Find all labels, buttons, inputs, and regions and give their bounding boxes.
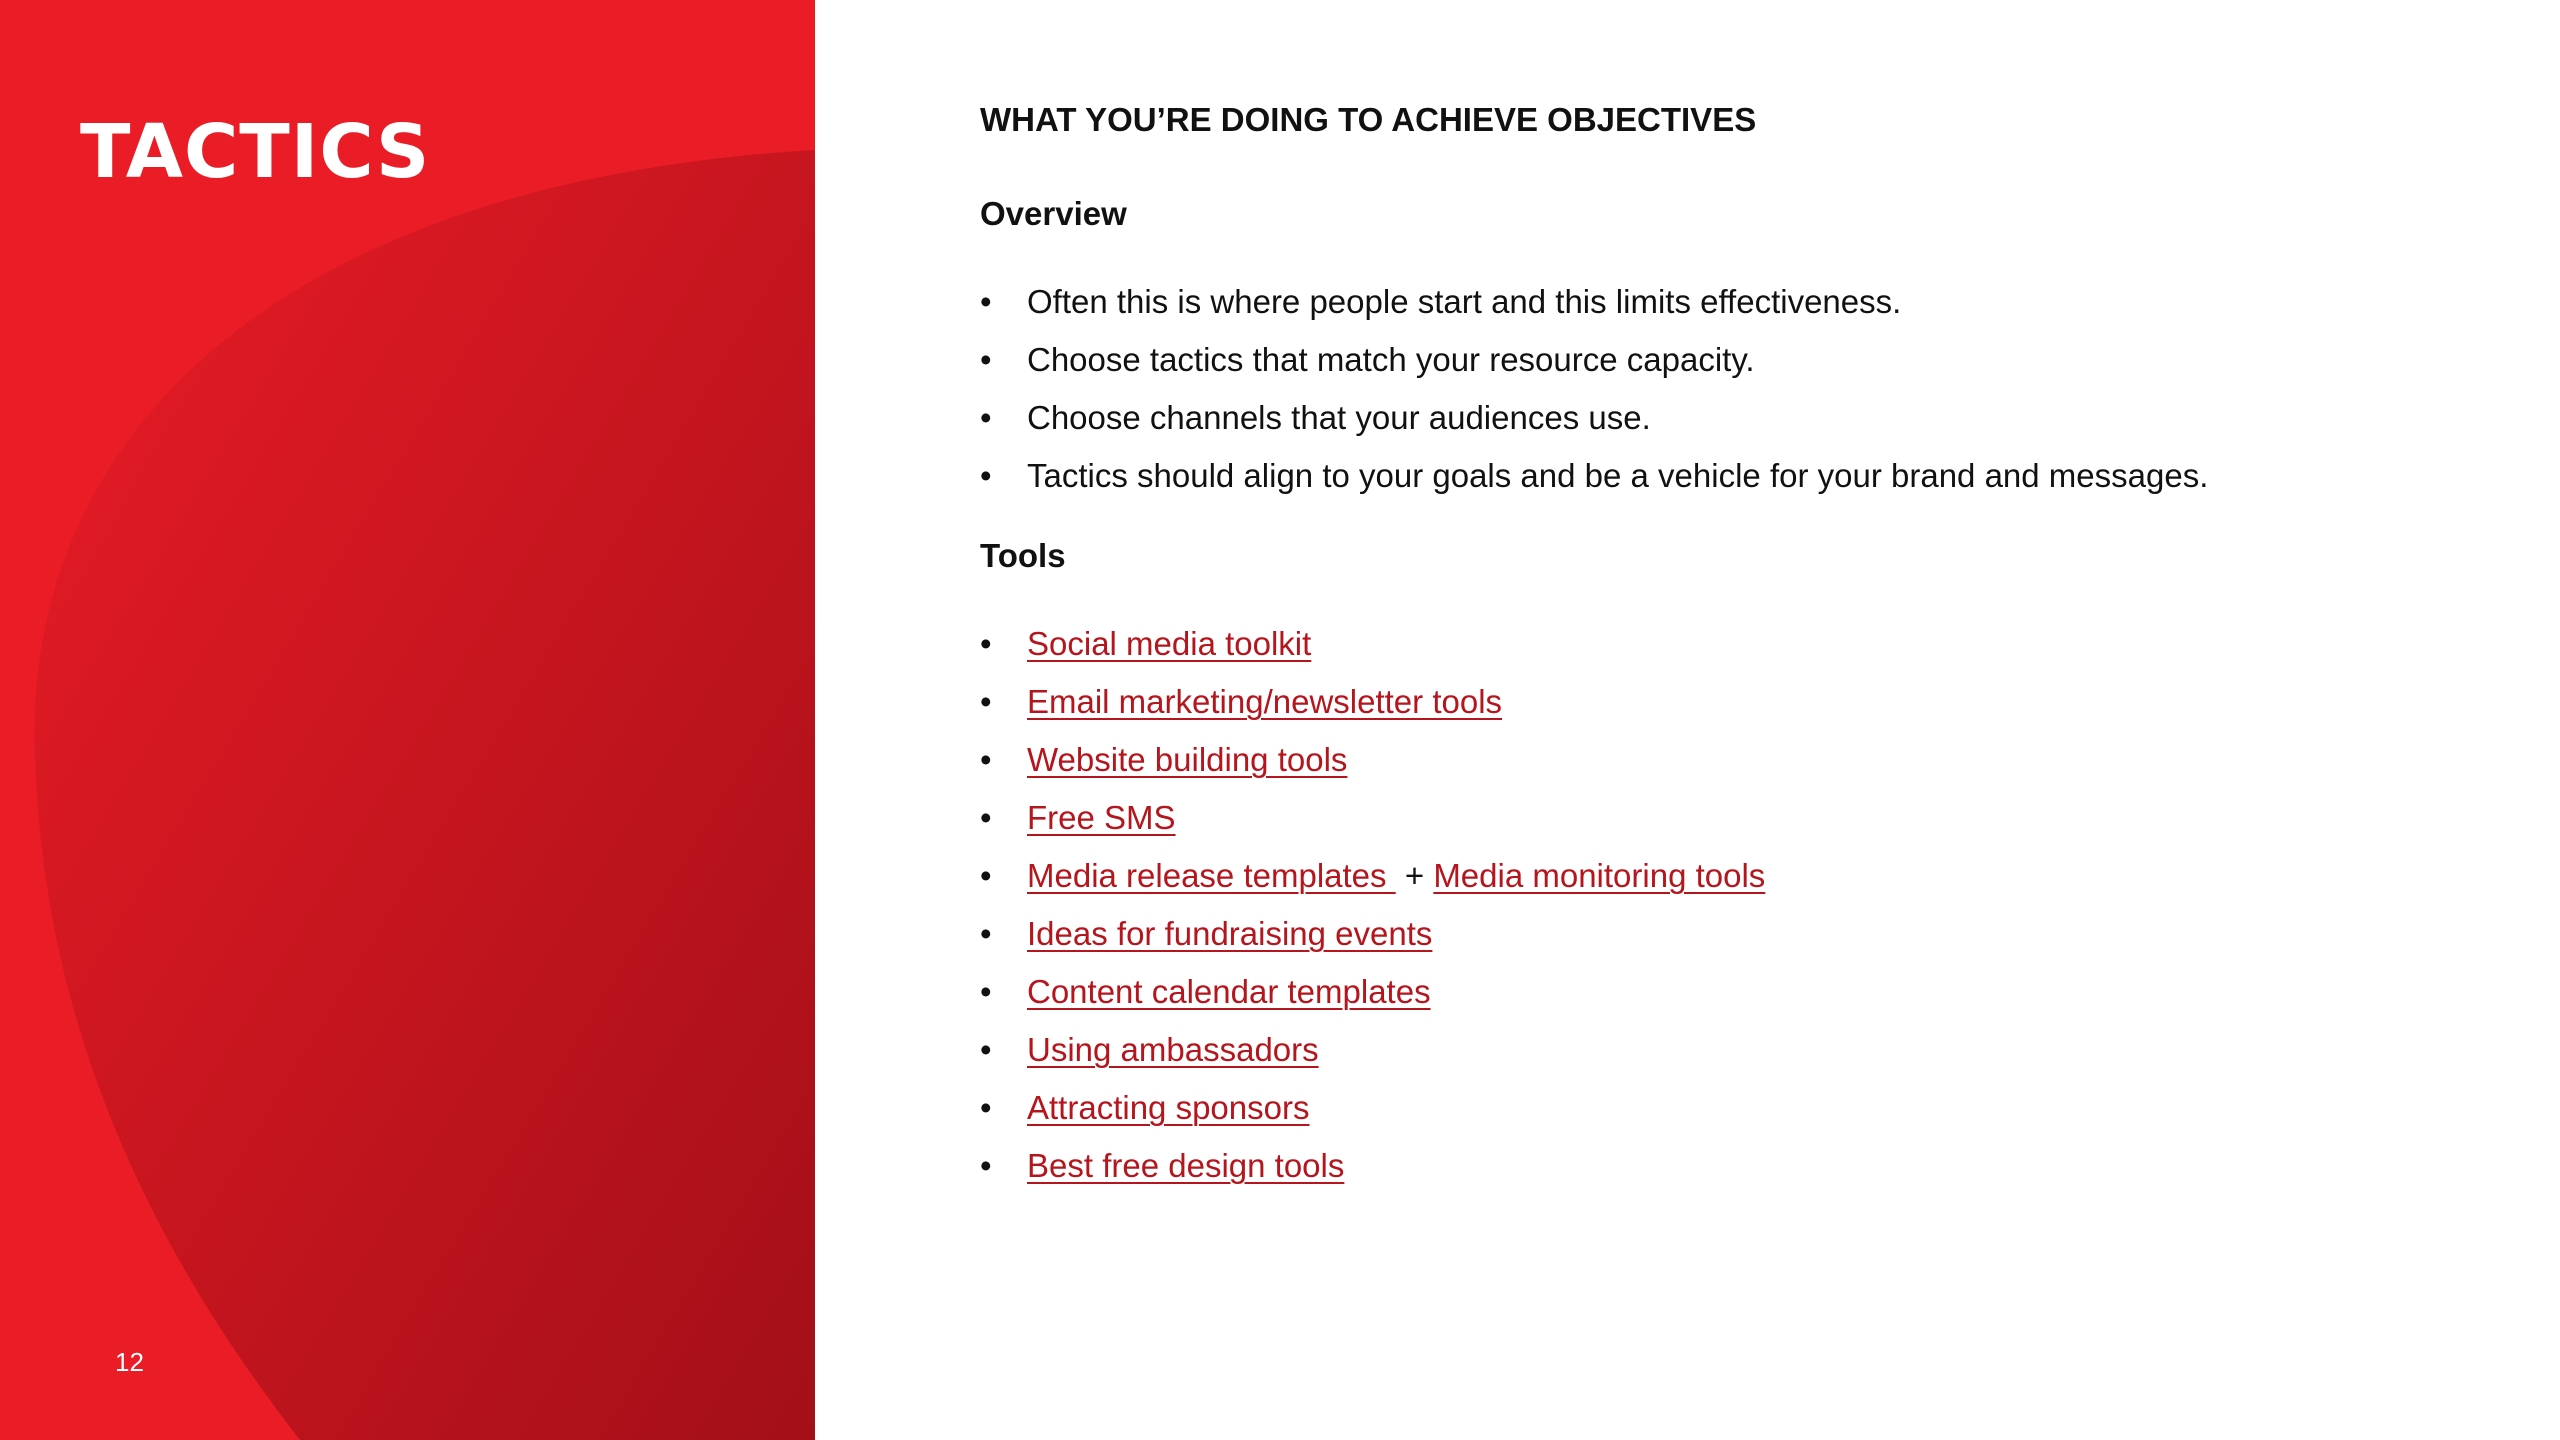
- content-calendar-templates-link[interactable]: Content calendar templates: [1027, 973, 1431, 1010]
- bullet-icon: •: [980, 399, 992, 436]
- media-monitoring-tools-link[interactable]: Media monitoring tools: [1433, 857, 1766, 894]
- overview-title: Overview: [980, 195, 1127, 232]
- content-area: [980, 98, 2480, 1202]
- bullet-icon: •: [980, 1089, 992, 1126]
- left-panel: [0, 0, 815, 1440]
- using-ambassadors-link[interactable]: Using ambassadors: [1027, 1031, 1319, 1068]
- overview-bullet-text: Choose channels that your audiences use.: [1027, 399, 1651, 436]
- tools-title: Tools: [980, 537, 1066, 574]
- bullet-icon: •: [980, 341, 992, 378]
- overview-bullet-text: Often this is where people start and this limits effectiveness.: [1027, 283, 1902, 320]
- bullet-icon: •: [980, 283, 992, 320]
- overview-list: [980, 280, 2480, 498]
- free-design-tools-link[interactable]: Best free design tools: [1027, 1147, 1345, 1184]
- slide-title: TACTICS: [80, 109, 431, 195]
- list-item: [980, 280, 2480, 324]
- section-heading: WHAT YOU’RE DOING TO ACHIEVE OBJECTIVES: [980, 101, 1757, 138]
- bullet-icon: •: [980, 799, 992, 836]
- list-item: [980, 680, 2480, 724]
- bullet-icon: •: [980, 1031, 992, 1068]
- list-item: [980, 622, 2480, 666]
- bullet-icon: •: [980, 915, 992, 952]
- social-media-toolkit-link[interactable]: Social media toolkit: [1027, 625, 1312, 662]
- bullet-icon: •: [980, 457, 992, 494]
- bullet-icon: •: [980, 741, 992, 778]
- website-building-tools-link[interactable]: Website building tools: [1027, 741, 1348, 778]
- overview-bullet-text: Choose tactics that match your resource capacity.: [1027, 341, 1755, 378]
- list-item: [980, 1144, 2480, 1188]
- media-release-templates-link[interactable]: Media release templates: [1027, 857, 1396, 894]
- list-item: [980, 338, 2480, 382]
- slide-number: 12: [115, 1347, 144, 1377]
- fundraising-events-link[interactable]: Ideas for fundraising events: [1027, 915, 1433, 952]
- bullet-icon: •: [980, 857, 992, 894]
- free-sms-link[interactable]: Free SMS: [1027, 799, 1176, 836]
- bullet-icon: •: [980, 1147, 992, 1184]
- bullet-icon: •: [980, 973, 992, 1010]
- list-item: [980, 1086, 2480, 1130]
- attracting-sponsors-link[interactable]: Attracting sponsors: [1027, 1089, 1310, 1126]
- list-item: [980, 796, 2480, 840]
- tools-list: [980, 622, 2480, 1188]
- list-item: [980, 454, 2480, 498]
- bullet-icon: •: [980, 683, 992, 720]
- overview-bullet-text: Tactics should align to your goals and be a vehicle for your brand and messages.: [1027, 457, 2209, 494]
- email-marketing-tools-link[interactable]: Email marketing/newsletter tools: [1027, 683, 1503, 720]
- list-item: [980, 970, 2480, 1014]
- list-item: [980, 912, 2480, 956]
- bullet-icon: •: [980, 625, 992, 662]
- list-item: [980, 396, 2480, 440]
- list-item: [980, 738, 2480, 782]
- left-panel-gradient-arc: [0, 0, 815, 1440]
- list-item: [980, 1028, 2480, 1072]
- list-item: [980, 854, 2480, 898]
- plus-separator: +: [1395, 857, 1434, 894]
